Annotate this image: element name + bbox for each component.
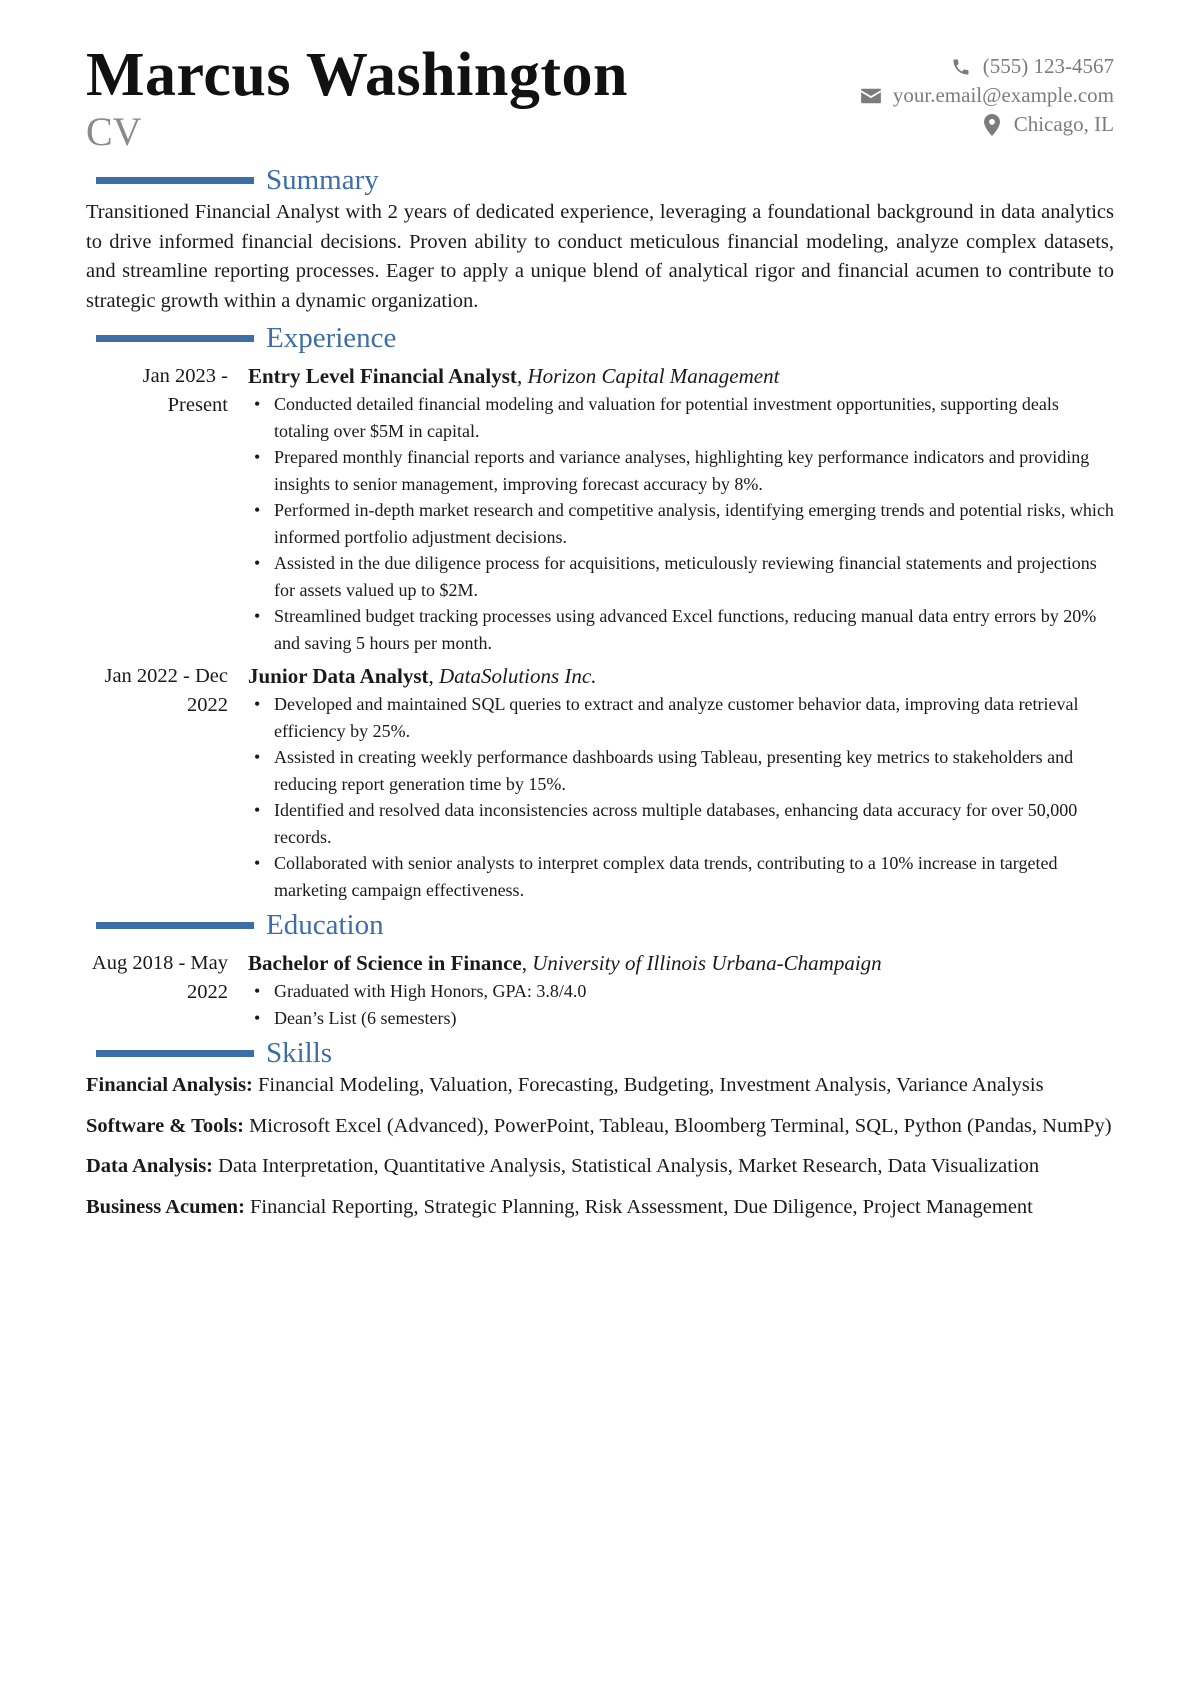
skill-row <box>86 1071 1114 1101</box>
skill-label: Software & Tools: <box>86 1114 244 1137</box>
bullet-item: • Streamlined budget tracking processes using advanced Excel functions, reducing manual data entry errors by 20% and saving 5 hours per month. <box>248 603 1114 656</box>
company-name: Horizon Capital Management <box>527 364 780 388</box>
contact-location <box>859 110 1114 139</box>
section-title: Skills <box>266 1037 333 1069</box>
person-name: Marcus Washington <box>86 41 628 109</box>
section-title: Education <box>266 909 384 941</box>
envelope-icon <box>859 84 883 108</box>
map-marker-icon <box>980 113 1004 137</box>
entry-date: Jan 2023 - Present <box>142 365 228 416</box>
skill-label: Business Acumen: <box>86 1195 245 1218</box>
entry-body <box>248 362 1114 656</box>
bullet-item: • Prepared monthly financial reports and variance analyses, highlighting key performance indicators and providing insights to senior management, improving forecast accuracy by 8%. <box>248 444 1114 497</box>
email-address: your.email@example.com <box>892 83 1114 107</box>
skill-row <box>86 1193 1114 1223</box>
section-rule <box>96 922 254 929</box>
entry-title: Bachelor of Science in Finance, University of Illinois Urbana-Champaign <box>248 951 882 975</box>
skills-heading <box>86 1035 1114 1071</box>
header <box>86 40 1114 158</box>
degree-title: Bachelor of Science in Finance <box>248 951 522 975</box>
institution-name: University of Illinois Urbana-Champaign <box>532 951 882 975</box>
entry-body <box>248 949 1114 1031</box>
phone-number: (555) 123-4567 <box>982 54 1114 78</box>
experience-entry <box>86 362 1114 656</box>
company-name: DataSolutions Inc. <box>438 664 597 688</box>
entry-title: Junior Data Analyst, DataSolutions Inc. <box>248 664 597 688</box>
bullet-item: • Assisted in the due diligence process for acquisitions, meticulously reviewing financial statements and projections for assets valued up to $2M. <box>248 550 1114 603</box>
skill-row <box>86 1152 1114 1182</box>
section-title: Summary <box>266 164 379 196</box>
skill-value: Financial Modeling, Valuation, Forecasting, Budgeting, Investment Analysis, Variance Analysis <box>258 1074 1044 1096</box>
education-entry <box>86 949 1114 1031</box>
bullet-item: • Graduated with High Honors, GPA: 3.8/4.0 <box>248 978 1114 1005</box>
document-type: CV <box>86 109 142 154</box>
section-rule <box>96 1050 254 1057</box>
bullet-item: • Assisted in creating weekly performance dashboards using Tableau, presenting key metrics to stakeholders and reducing report generation time by 15%. <box>248 744 1114 797</box>
contact-phone <box>859 52 1114 81</box>
bullet-item: • Dean’s List (6 semesters) <box>248 1005 1114 1032</box>
bullet-item: • Identified and resolved data inconsistencies across multiple databases, enhancing data accuracy for over 50,000 records. <box>248 797 1114 850</box>
summary-heading <box>86 162 1114 198</box>
contact-info <box>859 52 1114 139</box>
entry-date: Jan 2022 - Dec 2022 <box>104 665 228 716</box>
skill-row <box>86 1112 1114 1142</box>
summary-text: Transitioned Financial Analyst with 2 years of dedicated experience, leveraging a foundational background in data analytics to drive informed financial decisions. Proven ability to conduct meticulous financial modeling, analyze complex datasets, and streamline reporting processes. Eager to apply a unique blend of analytical rigor and financial acumen to contribute to strategic growth within a dynamic organization. <box>86 201 1114 312</box>
job-title: Junior Data Analyst <box>248 664 429 688</box>
entry-date: Aug 2018 - May 2022 <box>91 952 228 1003</box>
section-title: Experience <box>266 322 397 354</box>
bullet-item: • Conducted detailed financial modeling and valuation for potential investment opportunities, supporting deals totaling over $5M in capital. <box>248 391 1114 444</box>
skill-label: Financial Analysis: <box>86 1074 253 1096</box>
bullet-list <box>248 391 1114 656</box>
section-rule <box>96 177 254 184</box>
phone-icon <box>949 55 973 79</box>
bullet-item: • Developed and maintained SQL queries to extract and analyze customer behavior data, improving data retrieval efficiency by 25%. <box>248 691 1114 744</box>
section-rule <box>96 335 254 342</box>
skill-value: Data Interpretation, Quantitative Analysis, Statistical Analysis, Market Research, Data Visualization <box>218 1155 1040 1177</box>
cv-page <box>86 40 1114 1233</box>
bullet-item: • Collaborated with senior analysts to interpret complex data trends, contributing to a 10% increase in targeted marketing campaign effectiveness. <box>248 850 1114 903</box>
bullet-item: • Performed in-depth market research and competitive analysis, identifying emerging trends and potential risks, which informed portfolio adjustment decisions. <box>248 497 1114 550</box>
experience-heading <box>86 320 1114 356</box>
contact-email <box>859 81 1114 110</box>
experience-entry <box>86 662 1114 903</box>
education-heading <box>86 907 1114 943</box>
bullet-list <box>248 691 1114 903</box>
bullet-list <box>248 978 1114 1031</box>
skill-value: Microsoft Excel (Advanced), PowerPoint, Tableau, Bloomberg Terminal, SQL, Python (Pandas, NumPy) <box>249 1114 1112 1137</box>
entry-title: Entry Level Financial Analyst, Horizon Capital Management <box>248 364 780 388</box>
skill-value: Financial Reporting, Strategic Planning, Risk Assessment, Due Diligence, Project Management <box>250 1195 1033 1218</box>
entry-body <box>248 662 1114 903</box>
skill-label: Data Analysis: <box>86 1155 214 1177</box>
job-title: Entry Level Financial Analyst <box>248 364 517 388</box>
location-text: Chicago, IL <box>1013 112 1114 136</box>
